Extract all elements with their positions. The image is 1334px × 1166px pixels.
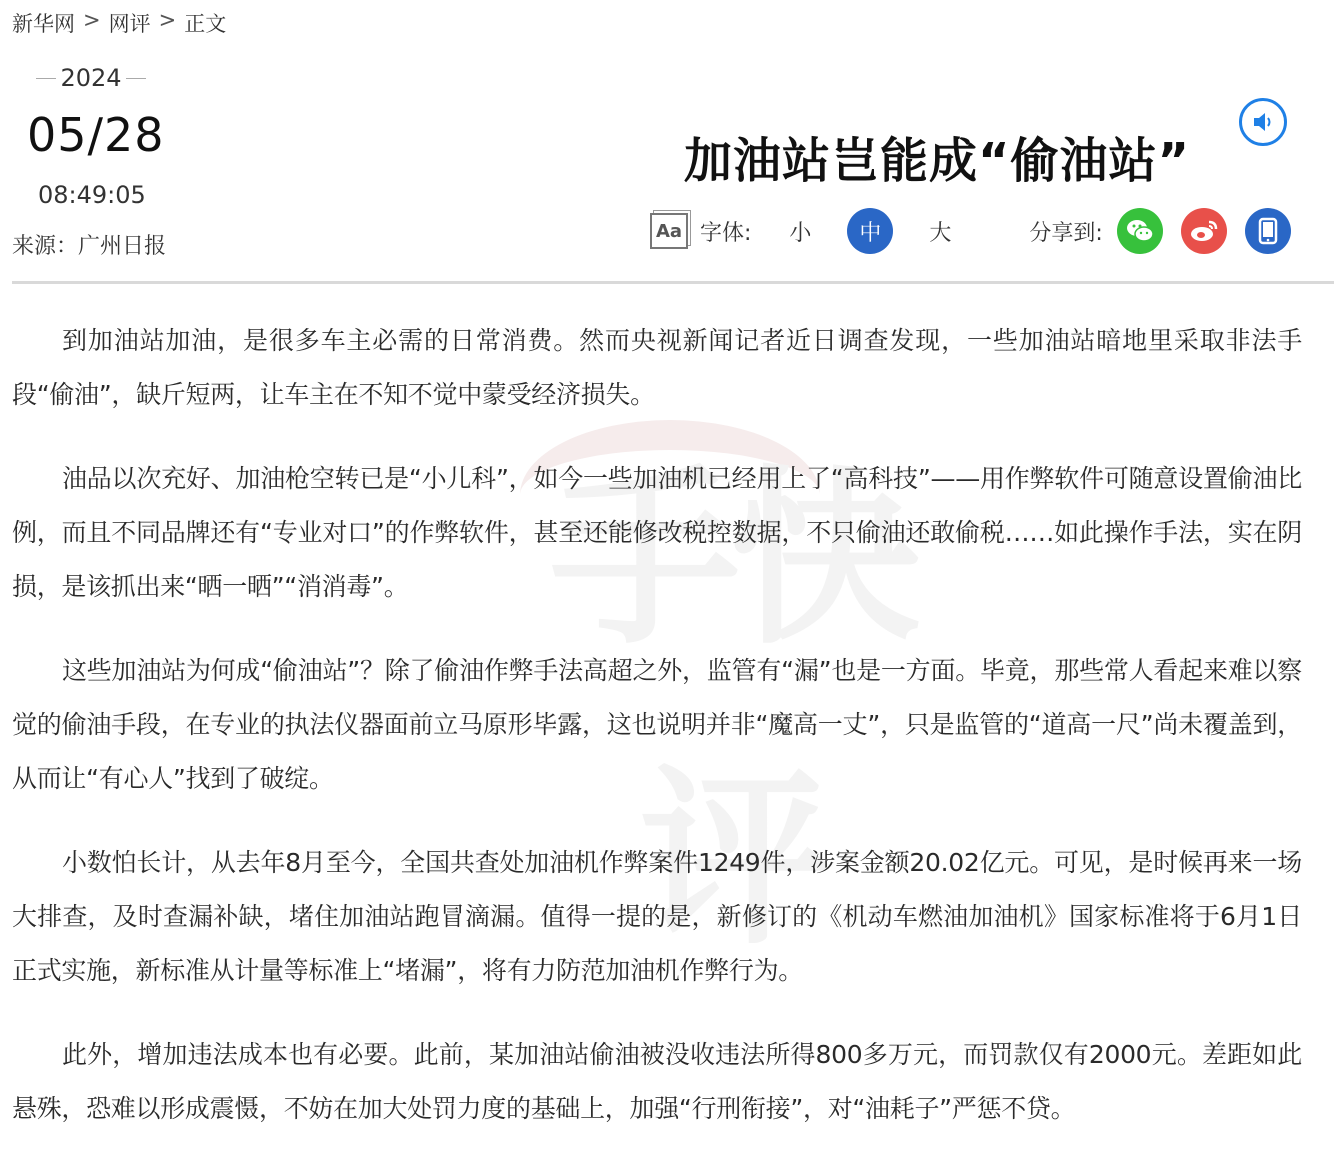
- article-toolbar: [650, 205, 1320, 257]
- article-paragraph: 小数怕长计，从去年8月至今，全国共查处加油机作弊案件1249件，涉案金额20.02亿元。可见，是时候再来一场大排查，及时查漏补缺，堵住加油站跑冒滴漏。值得一提的是，新修订的《机动车燃油加油机》国家标准将于6月1日正式实施，新标准从计量等标准上“堵漏”，将有力防范加油机作弊行为。: [12, 848, 1302, 985]
- date-year: [36, 62, 146, 94]
- font-size-icon: Aa: [650, 213, 688, 249]
- font-size-small[interactable]: 小: [789, 220, 812, 246]
- article-paragraph: 到加油站加油，是很多车主必需的日常消费。然而央视新闻记者近日调查发现，一些加油站暗地里采取非法手段“偷油”，缺斤短两，让车主在不知不觉中蒙受经济损失。: [12, 326, 1302, 409]
- share-label: 分享到:: [1029, 220, 1103, 246]
- share-wechat-button[interactable]: [1117, 208, 1163, 254]
- audio-play-button[interactable]: [1239, 98, 1287, 146]
- source: [12, 229, 166, 260]
- share-weibo-button[interactable]: [1181, 208, 1227, 254]
- weibo-icon: [1189, 218, 1219, 244]
- article-paragraph: 油品以次充好、加油枪空转已是“小儿科”，如今一些加油机已经用上了“高科技”——用作弊软件可随意设置偷油比例，而且不同品牌还有“专业对口”的作弊软件，甚至还能修改税控数据，不只偷油还敢偷税……如此操作手法，实在阴损，是该抓出来“晒一晒”“消消毒”。: [12, 464, 1302, 601]
- article-paragraph: 此外，增加违法成本也有必要。此前，某加油站偷油被没收违法所得800多万元，而罚款仅有2000元。差距如此悬殊，恐难以形成震慑，不妨在加大处罚力度的基础上，加强“行刑衔接”，对“油耗子”严惩不贷。: [12, 1040, 1302, 1123]
- mobile-icon: [1257, 217, 1279, 245]
- font-size-large[interactable]: 大: [929, 220, 952, 246]
- breadcrumb-separator: >: [158, 8, 177, 32]
- year-line-left: [36, 78, 56, 79]
- source-label: 来源：: [12, 234, 79, 259]
- article-paragraph: 这些加油站为何成“偷油站”？除了偷油作弊手法高超之外，监管有“漏”也是一方面。毕竟，那些常人看起来难以察觉的偷油手段，在专业的执法仪器面前立马原形毕露，这也说明并非“魔高一丈”，只是监管的“道高一尺”尚未覆盖到，从而让“有心人”找到了破绽。: [12, 656, 1302, 793]
- watermark: 手快评: [549, 449, 910, 970]
- year-text: 2024: [60, 64, 122, 92]
- header-divider: [12, 281, 1334, 284]
- breadcrumb-separator: >: [83, 8, 101, 32]
- date-time: 08:49:05: [38, 181, 146, 209]
- wechat-icon: [1125, 218, 1155, 244]
- breadcrumb-link-comment[interactable]: 网评: [108, 12, 151, 36]
- speaker-icon: [1250, 109, 1276, 135]
- breadcrumb: [12, 8, 226, 38]
- article-body: [12, 314, 1302, 1166]
- source-name: 广州日报: [78, 234, 167, 259]
- breadcrumb-link-home[interactable]: 新华网: [12, 12, 75, 36]
- page-title: 加油站岂能成“偷油站”: [684, 133, 1191, 190]
- breadcrumb-current: 正文: [184, 12, 227, 36]
- share-mobile-button[interactable]: [1245, 208, 1291, 254]
- date-day: 05/28: [27, 108, 165, 162]
- year-line-right: [126, 78, 146, 79]
- font-size-medium[interactable]: 中: [847, 208, 893, 254]
- font-label: 字体:: [700, 220, 752, 246]
